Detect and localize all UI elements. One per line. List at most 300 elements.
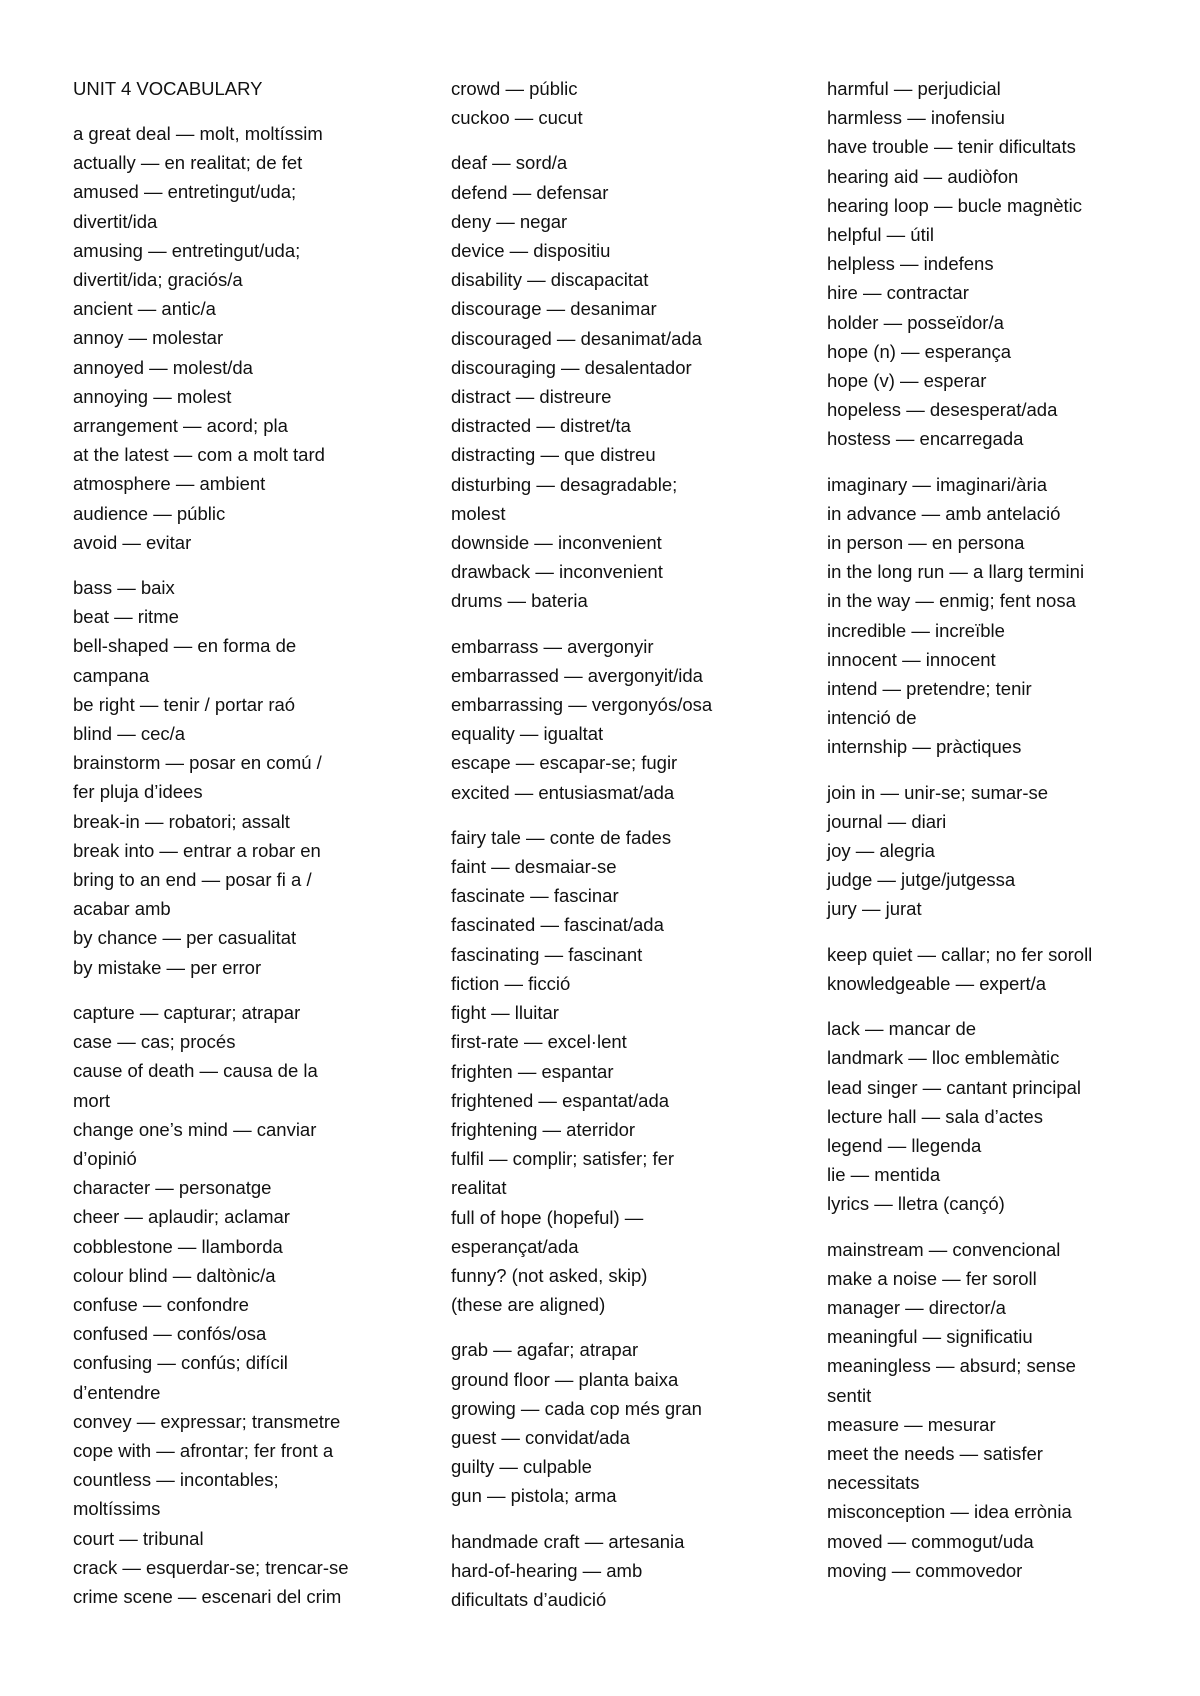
vocab-entry <box>451 1144 811 1202</box>
vocab-entry <box>73 719 433 748</box>
vocab-entry-line: meaningless — absurd; sense <box>827 1355 1076 1377</box>
vocab-entry <box>451 940 811 969</box>
vocab-entry-line: confusing — confús; difícil <box>73 1352 288 1374</box>
vocab-entry-line: drums — bateria <box>451 590 588 612</box>
vocab-entry-line: judge — jutge/jutgessa <box>827 869 1016 891</box>
vocab-entry <box>451 661 811 690</box>
vocab-entry-line: equality — igualtat <box>451 723 604 745</box>
vocab-entry-line: embarrassed — avergonyit/ida <box>451 664 703 686</box>
vocab-entry-line: brainstorm — posar en comú / <box>73 752 322 774</box>
vocab-entry-line: crime scene — escenari del crim <box>73 1585 342 1607</box>
vocab-entry-line: intend — pretendre; tenir <box>827 678 1032 700</box>
vocab-entry-line: embarrass — avergonyir <box>451 635 654 657</box>
vocab-entry-line: growing — cada cop més gran <box>451 1397 702 1419</box>
vocab-entry <box>827 162 1172 191</box>
vocab-entry-line: cheer — aplaudir; aclamar <box>73 1206 290 1228</box>
vocab-entry <box>827 732 1172 761</box>
page-title: UNIT 4 VOCABULARY <box>73 78 263 99</box>
vocab-entry-line: have trouble — tenir dificultats <box>827 136 1076 158</box>
vocab-entry <box>827 528 1172 557</box>
vocab-entry-line: harmless — inofensiu <box>827 107 1005 129</box>
letter-group <box>827 1235 1172 1585</box>
vocab-entry-line: necessitats <box>827 1472 920 1494</box>
vocab-entry-line: moved — commogut/uda <box>827 1530 1034 1552</box>
vocab-entry-line: fer pluja d’idees <box>73 781 203 803</box>
vocab-entry-line: gun — pistola; arma <box>451 1485 617 1507</box>
vocab-entry <box>827 103 1172 132</box>
letter-group <box>451 1527 811 1615</box>
vocab-entry-line: make a noise — fer soroll <box>827 1267 1037 1289</box>
vocab-entry <box>451 207 811 236</box>
vocab-entry <box>451 1027 811 1056</box>
vocab-entry-line: hopeless — desesperat/ada <box>827 399 1058 421</box>
vocab-entry-line: distracted — distret/ta <box>451 415 631 437</box>
vocab-entry-line: frightening — aterridor <box>451 1118 636 1140</box>
vocab-entry-line: realitat <box>451 1177 507 1199</box>
vocab-entry-line: distracting — que distreu <box>451 444 656 466</box>
vocab-entry-line: jury — jurat <box>827 898 922 920</box>
vocab-entry <box>73 1056 433 1114</box>
letter-group <box>451 823 811 1319</box>
vocab-entry-line: annoy — molestar <box>73 327 224 349</box>
vocab-entry-line: campana <box>73 664 150 686</box>
vocab-entry-line: guest — convidat/ada <box>451 1426 630 1448</box>
vocab-entry-line: drawback — inconvenient <box>451 561 663 583</box>
vocab-entry-line: fascinated — fascinat/ada <box>451 914 664 936</box>
vocab-entry-line: beat — ritme <box>73 606 179 628</box>
vocab-entry <box>451 998 811 1027</box>
vocab-entry <box>73 119 433 148</box>
vocab-entry-line: by chance — per casualitat <box>73 927 297 949</box>
vocab-entry-line: change one’s mind — canviar <box>73 1118 317 1140</box>
vocab-entry <box>73 602 433 631</box>
vocab-entry-line: atmosphere — ambient <box>73 473 266 495</box>
vocab-entry-line: acabar amb <box>73 898 171 920</box>
vocab-entry <box>827 1322 1172 1351</box>
vocab-entry-line: imaginary — imaginari/ària <box>827 473 1048 495</box>
vocab-entry <box>827 557 1172 586</box>
vocab-entry-line: at the latest — com a molt tard <box>73 444 325 466</box>
vocab-entry <box>451 690 811 719</box>
vocab-entry-line: fascinate — fascinar <box>451 885 619 907</box>
letter-group <box>827 778 1172 924</box>
vocab-entry-line: helpful — útil <box>827 224 934 246</box>
vocab-entry <box>451 103 811 132</box>
vocab-entry-line: frighten — espantar <box>451 1060 614 1082</box>
vocab-entry <box>73 1553 433 1582</box>
vocab-entry-line: avoid — evitar <box>73 531 192 553</box>
vocab-entry-line: confuse — confondre <box>73 1293 249 1315</box>
vocab-entry-line: discourage — desanimar <box>451 298 657 320</box>
letter-group <box>827 74 1172 454</box>
vocab-entry-line: moltíssims <box>73 1498 161 1520</box>
vocab-entry-line: mainstream — convencional <box>827 1238 1061 1260</box>
vocab-entry-line: fight — lluitar <box>451 1002 559 1024</box>
vocab-entry <box>73 469 433 498</box>
vocab-entry <box>827 1043 1172 1072</box>
letter-group <box>73 998 433 1611</box>
vocab-entry <box>827 1073 1172 1102</box>
vocab-entry-line: fairy tale — conte de fades <box>451 826 672 848</box>
vocab-entry <box>827 1235 1172 1264</box>
vocab-entry <box>827 586 1172 615</box>
vocab-entry-line: disturbing — desagradable; <box>451 473 678 495</box>
vocab-entry <box>73 836 433 865</box>
vocab-entry-line: blind — cec/a <box>73 723 186 745</box>
vocab-entry-line: esperançat/ada <box>451 1235 579 1257</box>
vocab-entry <box>451 1086 811 1115</box>
vocab-entry-line: measure — mesurar <box>827 1413 996 1435</box>
vocab-entry-line: lyrics — lletra (cançó) <box>827 1193 1005 1215</box>
vocab-entry-line: lie — mentida <box>827 1164 941 1186</box>
vocab-entry <box>73 1232 433 1261</box>
vocab-entry-line: holder — posseïdor/a <box>827 311 1004 333</box>
vocab-entry <box>451 1556 811 1614</box>
vocab-entry <box>73 177 433 235</box>
vocab-entry <box>451 586 811 615</box>
vocab-entry <box>73 1290 433 1319</box>
vocab-entry-line: in person — en persona <box>827 532 1025 554</box>
vocab-entry <box>73 353 433 382</box>
vocab-entry <box>73 1202 433 1231</box>
vocab-entry <box>451 969 811 998</box>
vocab-entry <box>73 998 433 1027</box>
vocab-entry <box>73 1173 433 1202</box>
vocab-entry-line: be right — tenir / portar raó <box>73 693 296 715</box>
vocab-entry <box>73 923 433 952</box>
vocab-entry-line: frightened — espantat/ada <box>451 1089 670 1111</box>
column-1 <box>73 74 433 1627</box>
vocab-entry-line: dificultats d’audició <box>451 1588 607 1610</box>
vocab-entry <box>73 1465 433 1523</box>
vocab-entry <box>73 1319 433 1348</box>
vocab-entry-line: keep quiet — callar; no fer soroll <box>827 943 1093 965</box>
vocab-entry <box>451 910 811 939</box>
vocab-entry <box>451 382 811 411</box>
vocab-entry-line: character — personatge <box>73 1177 272 1199</box>
vocab-entry <box>73 1261 433 1290</box>
vocab-entry <box>451 852 811 881</box>
vocab-entry-line: molest <box>451 502 506 524</box>
vocab-entry <box>827 132 1172 161</box>
vocab-entry-line: colour blind — daltònic/a <box>73 1264 276 1286</box>
vocab-entry <box>73 528 433 557</box>
vocab-entry <box>451 881 811 910</box>
vocab-entry-line: legend — llegenda <box>827 1134 982 1156</box>
vocab-entry <box>451 1057 811 1086</box>
vocab-entry <box>73 1027 433 1056</box>
vocab-entry-line: crowd — públic <box>451 78 578 99</box>
vocab-entry <box>451 440 811 469</box>
vocab-entry <box>827 74 1172 103</box>
vocab-entry <box>451 353 811 382</box>
vocab-entry <box>827 337 1172 366</box>
vocab-entry <box>73 953 433 982</box>
vocab-entry-line: device — dispositiu <box>451 240 611 262</box>
vocab-entry <box>73 1436 433 1465</box>
vocab-entry-line: misconception — idea errònia <box>827 1501 1072 1523</box>
vocab-entry-line: hostess — encarregada <box>827 428 1024 450</box>
vocab-entry <box>73 294 433 323</box>
vocab-entry-line: deaf — sord/a <box>451 152 568 174</box>
vocab-entry <box>73 1524 433 1553</box>
vocab-entry <box>827 1264 1172 1293</box>
vocab-entry-line: convey — expressar; transmetre <box>73 1410 341 1432</box>
vocab-entry-line: capture — capturar; atrapar <box>73 1001 301 1023</box>
vocab-entry-line: in advance — amb antelació <box>827 502 1061 524</box>
vocab-entry-line: hope (n) — esperança <box>827 340 1012 362</box>
vocab-entry <box>827 1351 1172 1409</box>
vocab-entry <box>827 1556 1172 1585</box>
vocab-entry-line: amusing — entretingut/uda; <box>73 239 301 261</box>
vocab-entry <box>827 940 1172 969</box>
vocab-entry <box>73 382 433 411</box>
vocab-entry-line: fiction — ficció <box>451 972 571 994</box>
vocab-entry-line: cause of death — causa de la <box>73 1060 318 1082</box>
vocab-entry-line: hard-of-hearing — amb <box>451 1559 643 1581</box>
vocab-entry-line: amused — entretingut/uda; <box>73 181 297 203</box>
vocab-entry <box>451 823 811 852</box>
vocab-entry <box>451 1261 811 1319</box>
vocab-entry <box>827 220 1172 249</box>
vocab-entry <box>827 1439 1172 1497</box>
vocab-entry <box>451 1452 811 1481</box>
vocab-entry-line: d’entendre <box>73 1381 161 1403</box>
vocab-entry-line: distract — distreure <box>451 386 612 408</box>
vocab-entry <box>827 865 1172 894</box>
vocab-entry-line: cobblestone — llamborda <box>73 1235 283 1257</box>
vocab-entry-line: knowledgeable — expert/a <box>827 972 1047 994</box>
vocab-entry <box>827 278 1172 307</box>
vocab-entry <box>451 470 811 528</box>
vocab-entry-line: cope with — afrontar; fer front a <box>73 1439 334 1461</box>
letter-group <box>451 632 811 807</box>
vocab-entry-line: grab — agafar; atrapar <box>451 1339 639 1361</box>
vocab-entry-line: intenció de <box>827 707 917 729</box>
letter-group <box>827 940 1172 998</box>
vocab-entry <box>827 807 1172 836</box>
column-3 <box>827 74 1172 1601</box>
vocab-entry-line: arrangement — acord; pla <box>73 415 288 437</box>
vocab-entry-line: full of hope (hopeful) — <box>451 1206 644 1228</box>
vocab-entry-line: fulfil — complir; satisfer; fer <box>451 1148 675 1170</box>
vocab-entry-line: downside — inconvenient <box>451 532 662 554</box>
vocab-entry <box>827 836 1172 865</box>
vocab-entry-line: internship — pràctiques <box>827 736 1022 758</box>
vocab-entry-line: in the way — enmig; fent nosa <box>827 590 1076 612</box>
vocab-entry <box>73 499 433 528</box>
vocab-entry <box>73 1115 433 1173</box>
vocab-entry-line: escape — escapar-se; fugir <box>451 752 678 774</box>
vocab-entry <box>73 1407 433 1436</box>
vocab-entry-line: divertit/ida <box>73 210 158 232</box>
vocab-entry <box>73 690 433 719</box>
vocab-entry-line: landmark — lloc emblemàtic <box>827 1047 1060 1069</box>
vocab-entry <box>827 894 1172 923</box>
vocab-entry-line: court — tribunal <box>73 1527 204 1549</box>
vocab-entry <box>451 1527 811 1556</box>
vocab-entry-line: disability — discapacitat <box>451 269 649 291</box>
vocab-entry <box>451 324 811 353</box>
vocab-entry <box>827 1497 1172 1526</box>
vocab-entry-line: audience — públic <box>73 502 226 524</box>
vocab-entry <box>451 1481 811 1510</box>
vocab-entry-line: funny? (not asked, skip) <box>451 1264 648 1286</box>
vocab-entry-line: crack — esquerdar-se; trencar-se <box>73 1556 349 1578</box>
column-2 <box>451 74 811 1630</box>
vocab-entry <box>451 1394 811 1423</box>
vocab-entry-line: excited — entusiasmat/ada <box>451 781 675 803</box>
vocab-entry <box>451 528 811 557</box>
vocab-entry <box>451 1335 811 1364</box>
vocab-entry-line: lead singer — cantant principal <box>827 1076 1082 1098</box>
vocab-entry-line: meet the needs — satisfer <box>827 1442 1043 1464</box>
vocab-entry-line: meaningful — significatiu <box>827 1326 1033 1348</box>
letter-group <box>827 1014 1172 1218</box>
vocab-entry <box>827 969 1172 998</box>
vocab-entry <box>827 1160 1172 1189</box>
vocab-entry <box>827 674 1172 732</box>
vocab-entry <box>451 236 811 265</box>
vocab-entry-line: case — cas; procés <box>73 1031 236 1053</box>
vocab-entry <box>827 308 1172 337</box>
vocab-entry <box>827 424 1172 453</box>
vocab-entry-line: defend — defensar <box>451 181 609 203</box>
vocab-entry <box>73 148 433 177</box>
letter-group <box>451 1335 811 1510</box>
vocab-entry <box>451 632 811 661</box>
vocab-entry <box>451 148 811 177</box>
vocab-entry <box>73 411 433 440</box>
vocab-entry-line: discouraging — desalentador <box>451 356 692 378</box>
vocab-entry <box>827 1293 1172 1322</box>
vocab-entry <box>73 1582 433 1611</box>
vocab-entry <box>827 1527 1172 1556</box>
vocab-entry <box>827 1014 1172 1043</box>
vocab-entry <box>827 778 1172 807</box>
vocab-entry-line: hire — contractar <box>827 282 969 304</box>
vocab-entry-line: hearing aid — audiòfon <box>827 165 1019 187</box>
vocab-entry <box>827 1410 1172 1439</box>
vocab-entry <box>451 778 811 807</box>
vocab-entry-line: by mistake — per error <box>73 956 262 978</box>
vocab-entry <box>451 1203 811 1261</box>
letter-group <box>827 470 1172 762</box>
vocab-entry-line: a great deal — molt, moltíssim <box>73 123 323 144</box>
vocab-entry-line: join in — unir-se; sumar-se <box>827 781 1049 803</box>
vocab-entry <box>451 1115 811 1144</box>
vocab-entry <box>451 719 811 748</box>
vocab-entry-line: joy — alegria <box>827 840 935 862</box>
vocab-entry <box>73 631 433 689</box>
vocab-entry <box>73 323 433 352</box>
vocab-entry-line: ground floor — planta baixa <box>451 1368 679 1390</box>
vocab-entry <box>827 191 1172 220</box>
vocab-entry-line: d’opinió <box>73 1147 137 1169</box>
vocab-entry <box>827 1102 1172 1131</box>
vocab-entry-line: embarrassing — vergonyós/osa <box>451 694 713 716</box>
vocab-entry <box>73 748 433 806</box>
vocab-entry-line: confused — confós/osa <box>73 1323 267 1345</box>
vocab-entry-line: in the long run — a llarg termini <box>827 561 1085 583</box>
vocab-entry-line: bring to an end — posar fi a / <box>73 869 312 891</box>
vocab-entry <box>451 1423 811 1452</box>
vocab-entry-line: helpless — indefens <box>827 253 994 275</box>
vocab-entry <box>73 573 433 602</box>
vocab-entry-line: manager — director/a <box>827 1296 1006 1318</box>
vocab-entry-line: ancient — antic/a <box>73 298 216 320</box>
vocab-entry <box>827 616 1172 645</box>
letter-group <box>451 148 811 615</box>
vocab-entry-line: guilty — culpable <box>451 1456 592 1478</box>
vocab-entry <box>73 865 433 923</box>
vocab-entry <box>827 1131 1172 1160</box>
vocab-entry-line: lecture hall — sala d’actes <box>827 1105 1043 1127</box>
vocab-entry-line: cuckoo — cucut <box>451 107 583 129</box>
vocab-entry-line: countless — incontables; <box>73 1469 279 1491</box>
vocab-entry-line: actually — en realitat; de fet <box>73 152 303 174</box>
vocab-entry-line: annoyed — molest/da <box>73 356 253 378</box>
vocab-entry <box>451 74 811 103</box>
vocab-entry <box>827 1189 1172 1218</box>
vocab-entry-line: first-rate — excel·lent <box>451 1031 627 1053</box>
letter-group <box>73 119 433 557</box>
vocab-entry-line: deny — negar <box>451 210 568 232</box>
vocab-entry <box>827 499 1172 528</box>
vocab-entry-line: innocent — innocent <box>827 648 996 670</box>
vocab-entry-line: fascinating — fascinant <box>451 943 643 965</box>
vocab-entry <box>73 807 433 836</box>
vocab-entry <box>827 249 1172 278</box>
vocab-entry <box>451 411 811 440</box>
vocab-entry <box>451 265 811 294</box>
vocab-entry <box>451 557 811 586</box>
vocab-entry-line: break-in — robatori; assalt <box>73 810 290 832</box>
vocab-entry-line: moving — commovedor <box>827 1559 1023 1581</box>
vocab-entry <box>827 470 1172 499</box>
vocab-entry-line: (these are aligned) <box>451 1294 606 1316</box>
vocab-entry-line: harmful — perjudicial <box>827 78 1001 99</box>
vocab-entry-line: handmade craft — artesania <box>451 1530 685 1552</box>
letter-group <box>451 74 811 132</box>
vocab-entry-line: faint — desmaiar-se <box>451 856 617 878</box>
vocab-entry-line: discouraged — desanimat/ada <box>451 327 702 349</box>
vocab-entry <box>827 366 1172 395</box>
vocab-entry <box>451 178 811 207</box>
vocab-entry-line: bell-shaped — en forma de <box>73 635 297 657</box>
vocab-entry-line: break into — entrar a robar en <box>73 839 321 861</box>
vocab-entry-line: hearing loop — bucle magnètic <box>827 194 1083 216</box>
vocab-entry <box>827 645 1172 674</box>
vocab-entry <box>451 294 811 323</box>
vocab-entry <box>451 748 811 777</box>
vocab-entry-line: journal — diari <box>827 810 947 832</box>
vocab-entry-line: annoying — molest <box>73 385 232 407</box>
vocab-entry <box>73 1348 433 1406</box>
vocab-entry <box>451 1365 811 1394</box>
vocab-entry <box>73 440 433 469</box>
vocab-entry-line: lack — mancar de <box>827 1018 977 1040</box>
vocab-entry-line: mort <box>73 1089 110 1111</box>
vocab-entry-line: incredible — increïble <box>827 619 1005 641</box>
letter-group <box>73 573 433 982</box>
vocab-entry <box>73 236 433 294</box>
vocab-entry <box>827 395 1172 424</box>
vocab-entry-line: sentit <box>827 1384 872 1406</box>
vocab-entry-line: bass — baix <box>73 577 175 599</box>
vocab-entry-line: divertit/ida; graciós/a <box>73 269 243 291</box>
vocab-entry-line: hope (v) — esperar <box>827 370 987 392</box>
